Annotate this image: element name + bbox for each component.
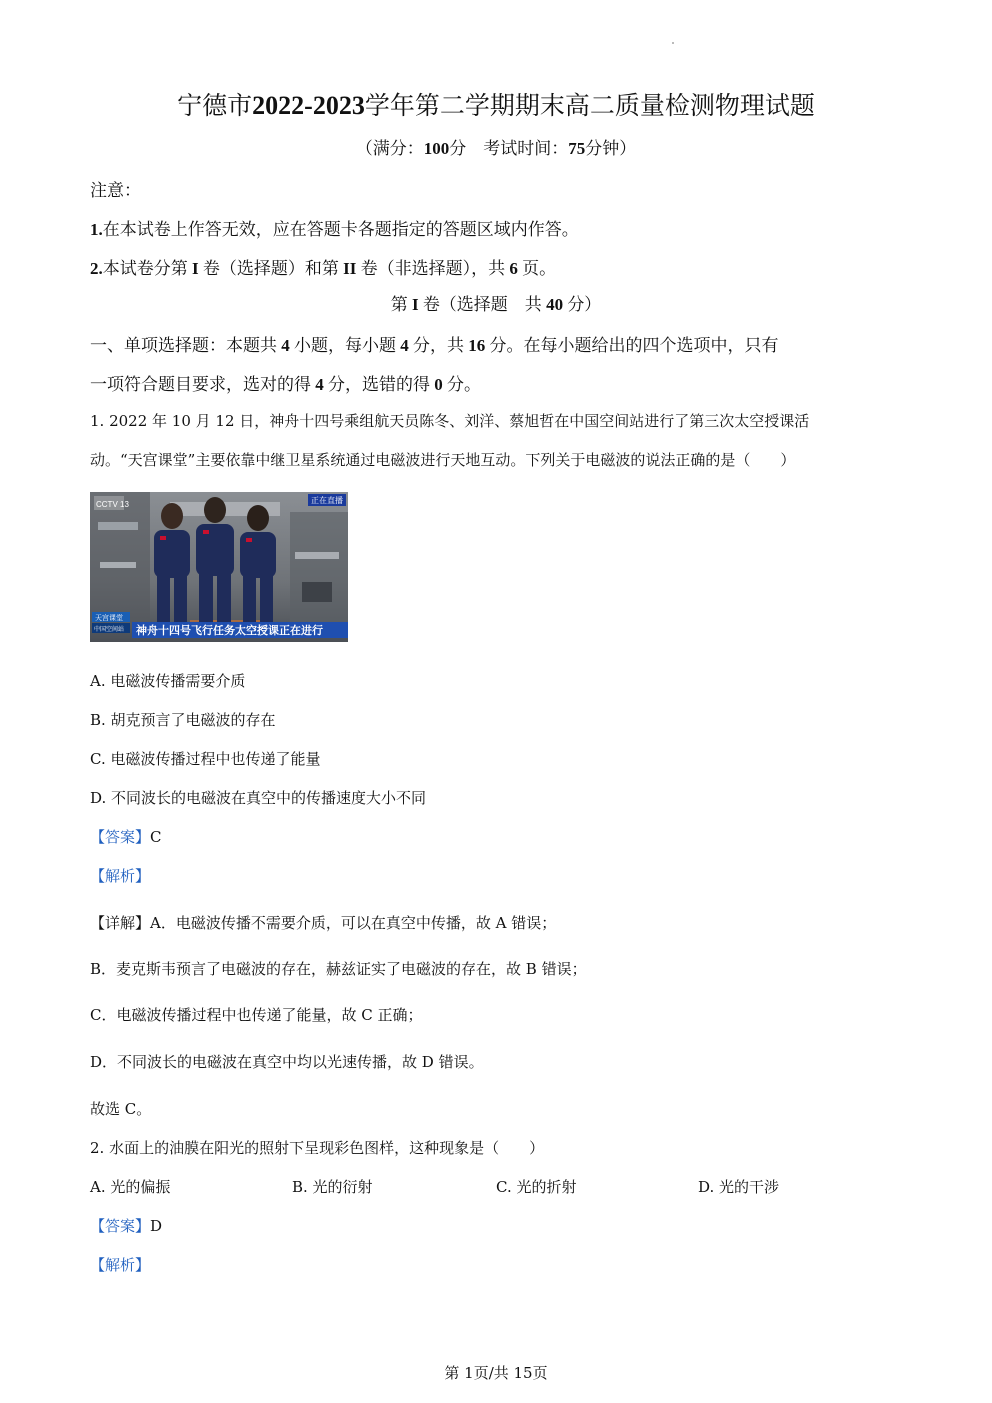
scan-speck	[672, 42, 674, 44]
live-badge: 正在直播	[311, 496, 343, 505]
q1-option-c: C. 电磁波传播过程中也传递了能量	[90, 750, 321, 768]
q1-detail-b: B．麦克斯韦预言了电磁波的存在，赫兹证实了电磁波的存在，故 B 错误；	[90, 960, 587, 978]
q1-photo	[90, 492, 348, 642]
q2-option-a: A. 光的偏振	[90, 1178, 171, 1196]
q1-option-a: A. 电磁波传播需要介质	[90, 672, 246, 690]
part1-instructions-line2: 一项符合题目要求，选对的得 4 分，选错的得 0 分。	[90, 375, 481, 395]
broadcast-caption: 神舟十四号飞行任务太空授课正在进行	[136, 624, 323, 637]
note-1: 1.在本试卷上作答无效，应在答题卡各题指定的答题区域内作答。	[90, 220, 579, 240]
note-2: 2.本试卷分第 I 卷（选择题）和第 II 卷（非选择题），共 6 页。	[90, 259, 557, 279]
q1-option-d: D. 不同波长的电磁波在真空中的传播速度大小不同	[90, 789, 427, 807]
q1-detail-c: C．电磁波传播过程中也传递了能量，故 C 正确；	[90, 1006, 423, 1024]
q2-option-c: C. 光的折射	[496, 1178, 577, 1196]
q1-answer: 【答案】C	[90, 828, 162, 846]
q2-stem: 2. 水面上的油膜在阳光的照射下呈现彩色图样，这种现象是（ ）	[90, 1139, 545, 1157]
q1-analysis-label: 【解析】	[90, 867, 151, 885]
q1-stem-line1: 1. 2022 年 10 月 12 日，神舟十四号乘组航天员陈冬、刘洋、蔡旭哲在中国空间站进行了第三次太空授课活	[90, 412, 810, 430]
q1-detail-a: 【详解】A．电磁波传播不需要介质，可以在真空中传播，故 A 错误；	[90, 914, 557, 932]
page-title: 宁德市2022-2023学年第二学期期末高二质量检测物理试题	[177, 91, 815, 120]
q2-option-d: D. 光的干涉	[698, 1178, 780, 1196]
cctv-logo: CCTV 13	[96, 500, 129, 509]
station-tag: 中国空间站	[94, 626, 125, 633]
q2-option-b: B. 光的衍射	[292, 1178, 373, 1196]
notes-label: 注意：	[90, 181, 141, 201]
q2-answer: 【答案】D	[90, 1217, 163, 1235]
section-heading: 第 I 卷（选择题 共 40 分）	[390, 295, 602, 315]
q1-option-b: B. 胡克预言了电磁波的存在	[90, 711, 276, 729]
q1-conclusion: 故选 C。	[90, 1100, 152, 1118]
page-footer: 第 1页/共 15页	[444, 1364, 548, 1382]
part1-instructions-line1: 一、单项选择题：本题共 4 小题，每小题 4 分，共 16 分。在每小题给出的四个选项中，只有	[90, 336, 779, 356]
q1-stem-line2: 动。“天宫课堂”主要依靠中继卫星系统通过电磁波进行天地互动。下列关于电磁波的说法正确的是（ ）	[90, 451, 796, 469]
exam-info: （满分：100分 考试时间：75分钟）	[355, 139, 637, 159]
q1-detail-d: D．不同波长的电磁波在真空中均以光速传播，故 D 错误。	[90, 1053, 484, 1071]
tiangong-tag: 天宫课堂	[95, 614, 123, 622]
q2-analysis-label: 【解析】	[90, 1256, 151, 1274]
